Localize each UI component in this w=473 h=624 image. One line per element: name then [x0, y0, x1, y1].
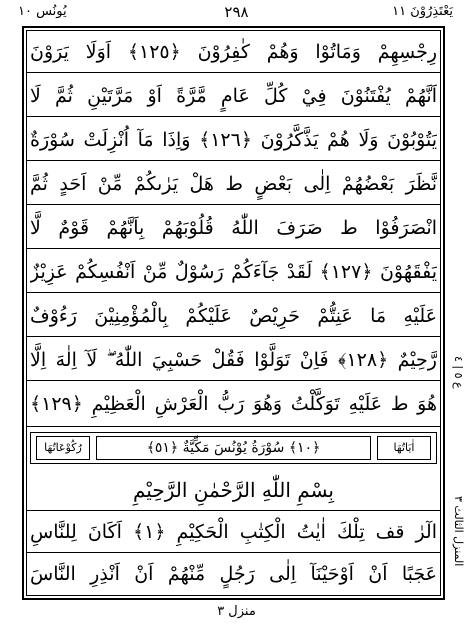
- text-line-6: يَفْقَهُوْنَ ﴿١٢٧﴾ لَقَدْ جَآءَكُمْ رَسُوْلٌ مِّنْ اَنْفُسِكُمْ عَزِيْزٌ: [30, 261, 437, 283]
- page-number: ٢٩٨: [224, 3, 249, 21]
- ayat-count-tag: اٰيَاتُهَا: [377, 436, 431, 460]
- juz-name-header: يَعْتَذِرُوْنَ ١١: [392, 4, 453, 19]
- line-separator: [27, 552, 440, 553]
- line-separator: [27, 336, 440, 337]
- surah-title: ﴿١٠﴾ سُوْرَةُ يُوْنُسَ مَكِّيَّةٌ ﴿٥١﴾: [96, 436, 371, 460]
- line-separator: [27, 380, 440, 381]
- line-separator: [27, 248, 440, 249]
- manzil-footer: منزل ٣: [217, 604, 256, 619]
- line-separator: [27, 160, 440, 161]
- line-separator: [27, 116, 440, 117]
- line-separator: [27, 72, 440, 73]
- text-line-4: نَّظَرَ بَعْضُهُمْ اِلٰى بَعْضٍ ط هَلْ يَرٰىكُمْ مِّنْ اَحَدٍ ثُمَّ: [30, 173, 437, 195]
- text-line-7: عَلَيْهِ مَا عَنِتُّمْ حَرِيْصٌ عَلَيْكُمْ بِالْمُؤْمِنِيْنَ رَءُوْفٌ: [30, 305, 437, 327]
- text-line-1: رِجْسِهِمْ وَمَاتُوْا وَهُمْ كٰفِرُوْنَ ﴿١٢٥﴾ اَوَلَا يَرَوْنَ: [30, 41, 437, 63]
- margin-right: [447, 26, 473, 600]
- line-separator: [27, 292, 440, 293]
- ruku-count-tag: رُكُوْعَاتُهَا: [36, 436, 90, 460]
- page-header: [0, 0, 473, 28]
- text-line-3: يَتُوْبُوْنَ وَلَا هُمْ يَذَّكَّرُوْنَ ﴿١٢٦﴾ وَاِذَا مَآ اُنْزِلَتْ سُوْرَةٌ: [30, 129, 437, 151]
- text-line-9: هُوَ ط عَلَيْهِ تَوَكَّلْتُ وَهُوَ رَبُّ الْعَرْشِ الْعَظِيْمِ ﴿١٢٩﴾: [30, 393, 437, 415]
- line-separator: [27, 510, 440, 511]
- line-separator: [27, 426, 440, 427]
- ruku-marker: ع ٥ | ٤: [452, 356, 465, 389]
- text-line-11: عَجَبًا اَنْ اَوْحَيْنَآ اِلٰى رَجُلٍ مِّنْهُمْ اَنْ اَنْذِرِ النَّاسَ: [30, 563, 437, 585]
- text-line-10: الٓرٰ قف تِلْكَ اٰيٰتُ الْكِتٰبِ الْحَكِيْمِ ﴿١﴾ اَكَانَ لِلنَّاسِ: [30, 521, 437, 543]
- surah-header: [30, 428, 437, 468]
- surah-name-header: يُونُس ١٠: [18, 4, 67, 19]
- line-separator: [27, 204, 440, 205]
- text-line-8: رَّحِيْمٌ ﴿١٢٨﴾ فَاِنْ تَوَلَّوْا فَقُلْ حَسْبِيَ اللّٰهُ ۖ لَآ اِلٰهَ اِلَّا: [30, 349, 437, 371]
- text-line-5: انْصَرَفُوْا ط صَرَفَ اللّٰهُ قُلُوْبَهُمْ بِاَنَّهُمْ قَوْمٌ لَّا: [30, 217, 437, 239]
- basmala: بِسْمِ اللّٰهِ الرَّحْمٰنِ الرَّحِيْمِ: [132, 478, 334, 502]
- text-line-2: اَنَّهُمْ يُفْتَنُوْنَ فِيْ كُلِّ عَامٍ مَّرَّةً اَوْ مَرَّتَيْنِ ثُمَّ لَا: [30, 85, 437, 107]
- manzil-marker: المنزل الثالث ٣: [452, 496, 465, 567]
